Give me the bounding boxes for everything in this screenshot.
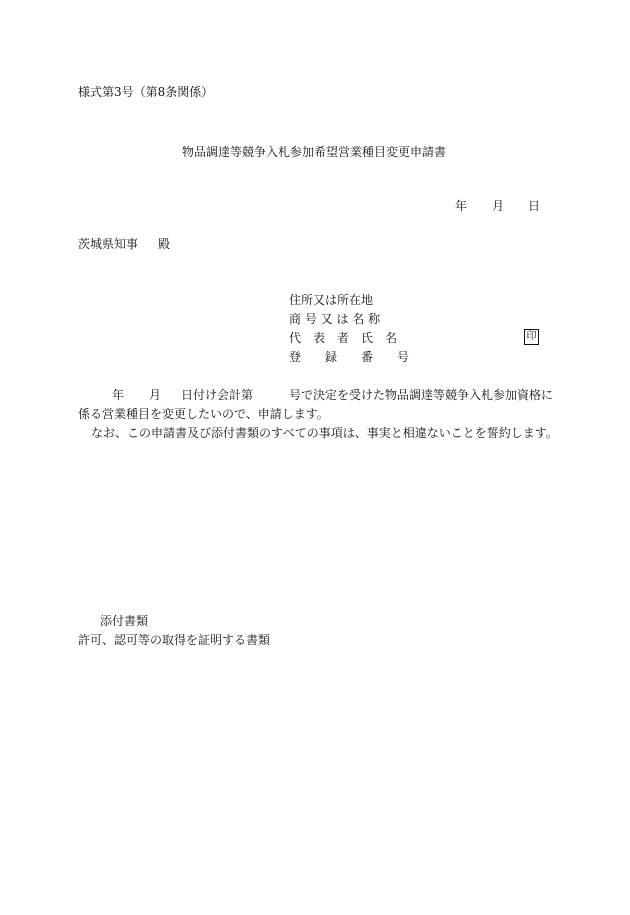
date-day-label: 日 xyxy=(528,199,541,213)
document-title: 物品調達等競争入札参加希望営業種目変更申請書 xyxy=(182,145,447,159)
registration-row xyxy=(289,349,549,368)
attachments-heading: 添付書類 xyxy=(100,614,149,628)
representative-row xyxy=(289,330,549,349)
body-decision-text: 号で決定を受けた物品調達等競争入札参加資格に xyxy=(289,388,554,402)
date-month-label: 月 xyxy=(492,199,505,213)
addressee-name: 茨城県知事 xyxy=(78,237,139,251)
attachments-item: 許可、認可等の取得を証明する書類 xyxy=(78,633,271,647)
body-month-label: 月 xyxy=(149,388,162,402)
body-date-decision-text: 日付け会計第 xyxy=(181,388,254,402)
form-number: 様式第3号（第8条関係） xyxy=(78,85,214,99)
date-year-label: 年 xyxy=(455,199,468,213)
registration-label: 登 録 番 号 xyxy=(289,350,410,364)
addressee-honorific: 殿 xyxy=(158,237,171,251)
seal-mark: 印 xyxy=(524,329,539,345)
company-label: 商 号 又 は 名 称 xyxy=(289,312,381,326)
company-row xyxy=(289,311,549,330)
body-line-1 xyxy=(78,387,553,403)
body-line-3: なお、この申請書及び添付書類のすべての事項は、事実と相違ないことを誓約します。 xyxy=(91,426,558,440)
body-line-2: 係る営業種目を変更したいので、申請します。 xyxy=(78,407,329,421)
address-label: 住所又は所在地 xyxy=(289,293,374,307)
applicant-block xyxy=(289,292,549,368)
address-row xyxy=(289,292,549,311)
body-year-label: 年 xyxy=(112,388,125,402)
representative-label: 代 表 者 氏 名 xyxy=(289,331,398,345)
